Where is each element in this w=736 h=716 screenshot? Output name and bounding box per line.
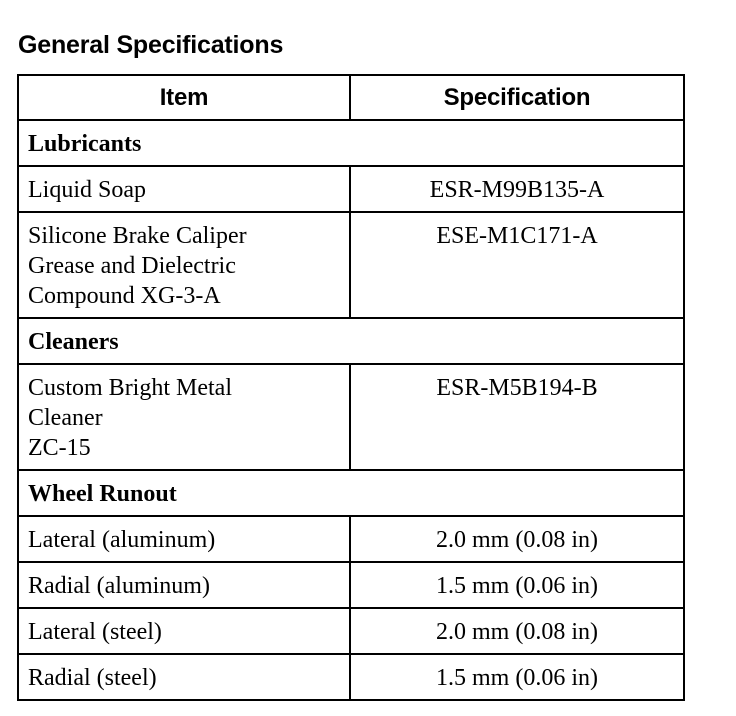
item-cell: Lateral (aluminum)	[18, 516, 350, 562]
item-cell: Custom Bright Metal Cleaner ZC-15	[18, 364, 350, 470]
item-cell: Lateral (steel)	[18, 608, 350, 654]
table-row	[18, 562, 684, 608]
table-row	[18, 166, 684, 212]
spec-cell: 1.5 mm (0.06 in)	[350, 654, 684, 700]
page-title: General Specifications	[18, 31, 284, 59]
spec-cell: ESE-M1C171-A	[350, 212, 684, 318]
item-cell: Silicone Brake Caliper Grease and Dielectric Compound XG-3-A	[18, 212, 350, 318]
section-row-lubricants	[18, 120, 684, 166]
column-header-item: Item	[18, 75, 350, 120]
spec-cell: 2.0 mm (0.08 in)	[350, 516, 684, 562]
specifications-table	[17, 74, 685, 701]
item-cell: Radial (aluminum)	[18, 562, 350, 608]
table-header-row	[18, 75, 684, 120]
table-row	[18, 608, 684, 654]
section-label: Lubricants	[18, 120, 684, 166]
item-cell: Liquid Soap	[18, 166, 350, 212]
table-row	[18, 654, 684, 700]
column-header-specification: Specification	[350, 75, 684, 120]
section-label: Wheel Runout	[18, 470, 684, 516]
spec-cell: 2.0 mm (0.08 in)	[350, 608, 684, 654]
spec-cell: 1.5 mm (0.06 in)	[350, 562, 684, 608]
section-label: Cleaners	[18, 318, 684, 364]
spec-cell: ESR-M5B194-B	[350, 364, 684, 470]
section-row-wheel-runout	[18, 470, 684, 516]
item-cell: Radial (steel)	[18, 654, 350, 700]
table-row	[18, 516, 684, 562]
section-row-cleaners	[18, 318, 684, 364]
spec-cell: ESR-M99B135-A	[350, 166, 684, 212]
table-row	[18, 212, 684, 318]
table-row	[18, 364, 684, 470]
